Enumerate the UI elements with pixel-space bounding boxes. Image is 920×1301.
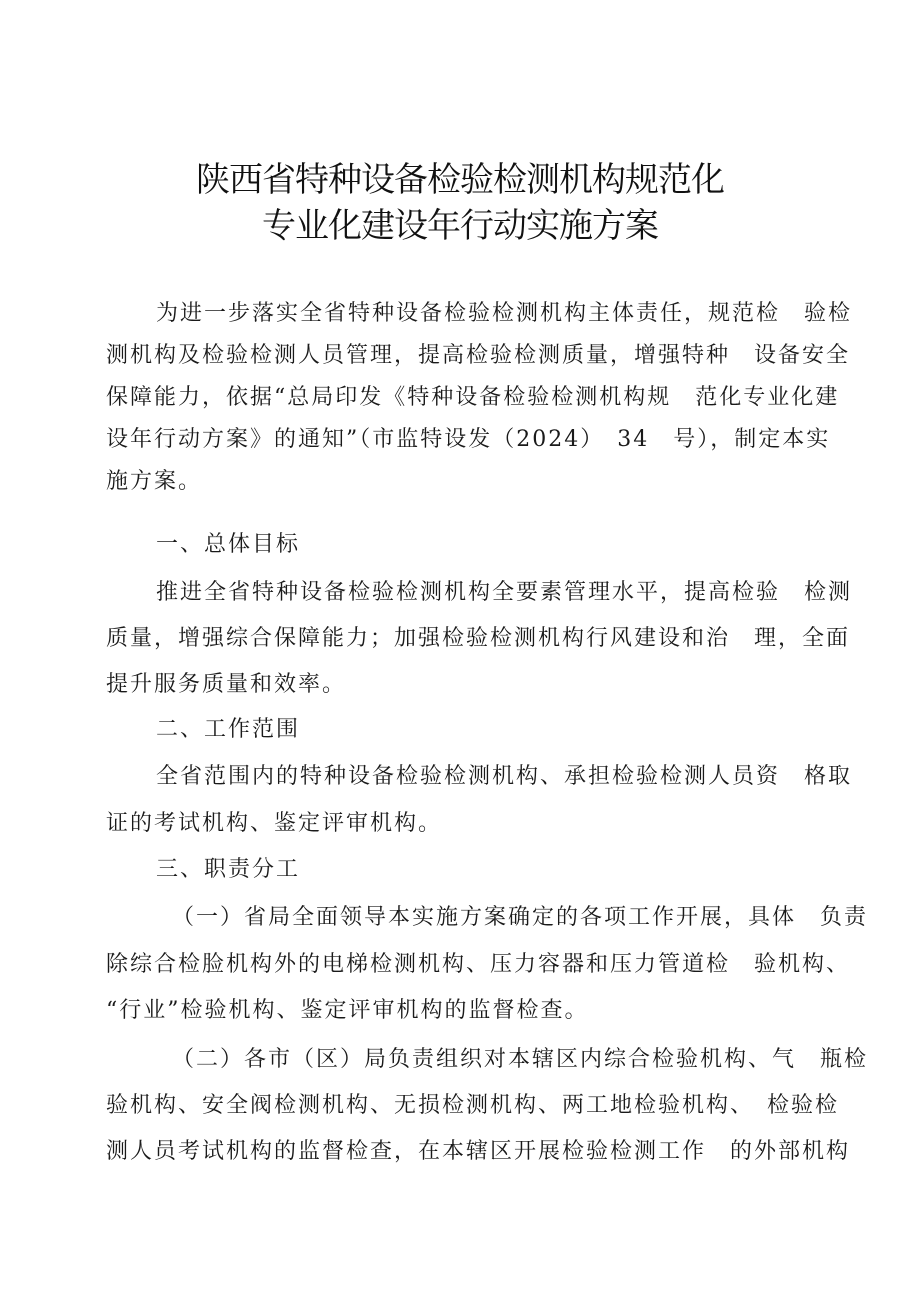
section-heading: 二、工作范围 <box>156 717 301 742</box>
text-line: 证的考试机构、鉴定评审机构。 <box>106 811 443 836</box>
text-line: 提升服务质量和效率。 <box>106 672 347 697</box>
text-line: 验机构、安全阀检测机构、无损检测机构、两工地检验机构、 检验检 <box>106 1093 840 1118</box>
text-line: 测人员考试机构的监督检查，在本辖区开展检验检测工作 的外部机构 <box>106 1139 851 1164</box>
text-line: 全省范围内的特种设备检验检测机构、承担检验检测人员资 格取 <box>156 764 853 789</box>
text-line: 除综合检脸机构外的电梯检测机构、压力容器和压力管道检 验机构、 <box>106 952 851 977</box>
text-line: （二）各市（区）局负责组织对本辖区内综合检验机构、气 瓶检 <box>172 1047 869 1072</box>
text-line: （一）省局全面领导本实施方案确定的各项工作开展，具体 负责 <box>172 905 869 930</box>
text-line: 施方案。 <box>106 469 203 494</box>
text-line: 设年行动方案》的通知”（市监特设发（2024） 34 号），制定本实 <box>106 427 831 452</box>
document-title-line-2: 专业化建设年行动实施方案 <box>262 206 658 246</box>
text-line: 保障能力，依据“总局印发《特种设备检验检测机构规 范化专业化建 <box>106 385 840 410</box>
text-line: 为进一步落实全省特种设备检验检测机构主体责任，规范检 验检 <box>156 301 853 326</box>
section-heading: 一、总体目标 <box>156 532 301 557</box>
section-heading: 三、职责分工 <box>156 857 301 882</box>
text-line: “行业”检验机构、鉴定评审机构的监督检查。 <box>106 998 589 1023</box>
document-title-line-1: 陕西省特种设备检验检测机构规范化 <box>196 160 724 200</box>
text-line: 质量，增强综合保障能力；加强检验检测机构行风建设和治 理，全面 <box>106 626 851 651</box>
text-line: 测机构及检验检测人员管理，提高检验检测质量，增强特种 设备安全 <box>106 343 851 368</box>
text-line: 推进全省特种设备检验检测机构全要素管理水平，提高检验 检测 <box>156 580 853 605</box>
